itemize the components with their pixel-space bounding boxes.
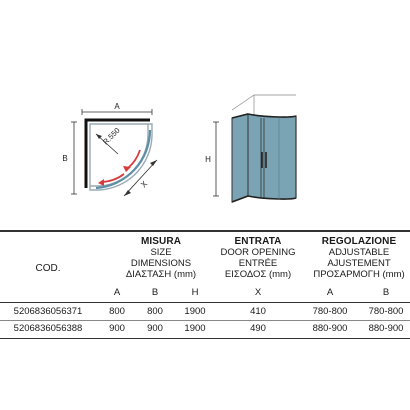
subheader-a: A	[113, 287, 121, 298]
misura-line-2: DIMENSIONS	[130, 258, 192, 269]
entrata-line-3: ΕΙΣΟΔΟΣ (mm)	[224, 269, 292, 280]
elevation-view	[205, 95, 296, 202]
subheader-adj-b: B	[382, 287, 390, 298]
cell-cod: 5206836056388	[13, 323, 83, 334]
table-row-rule	[0, 320, 410, 321]
subheader-x: X	[254, 287, 262, 298]
subheader-b: B	[151, 287, 159, 298]
cell-b: 800	[147, 306, 163, 317]
table-top-rule	[0, 230, 410, 232]
plan-view	[62, 102, 157, 196]
entrata-line-2: ENTRÉE	[238, 258, 278, 269]
misura-line-3: ΔΙΑΣΤΑΣΗ (mm)	[125, 269, 197, 280]
regolazione-title: REGOLAZIONE	[321, 236, 397, 247]
misura-line-1: SIZE	[150, 247, 172, 258]
subheader-adj-a: A	[326, 287, 334, 298]
plan-label-radius: R.550	[101, 125, 122, 147]
cell-a: 800	[109, 306, 125, 317]
cod-header: COD.	[35, 263, 61, 274]
cell-adj-a: 780-800	[312, 306, 348, 317]
cell-x: 490	[250, 323, 266, 334]
plan-label-a: A	[114, 102, 120, 111]
elevation-label-h: H	[205, 155, 211, 164]
cell-adj-a: 880-900	[312, 323, 348, 334]
misura-title: MISURA	[140, 236, 182, 247]
cell-b: 900	[147, 323, 163, 334]
table-header-rule	[0, 302, 410, 303]
subheader-h: H	[191, 287, 199, 298]
cell-h: 1900	[184, 306, 206, 317]
regolazione-line-2: AJUSTEMENT	[327, 258, 391, 269]
regolazione-line-3: ΠΡΟΣΑΡΜΟΓΗ (mm)	[313, 269, 405, 280]
plan-label-b: B	[62, 154, 68, 163]
regolazione-line-1: ADJUSTABLE	[328, 247, 390, 258]
cell-a: 900	[109, 323, 125, 334]
entrata-title: ENTRATA	[234, 236, 282, 247]
cell-adj-b: 880-900	[368, 323, 404, 334]
cell-h: 1900	[184, 323, 206, 334]
cell-x: 410	[250, 306, 266, 317]
plan-label-x: X	[139, 179, 150, 190]
table-bottom-rule	[0, 338, 410, 339]
entrata-line-1: DOOR OPENING	[220, 247, 296, 258]
cell-cod: 5206836056371	[13, 306, 83, 317]
cell-adj-b: 780-800	[368, 306, 404, 317]
